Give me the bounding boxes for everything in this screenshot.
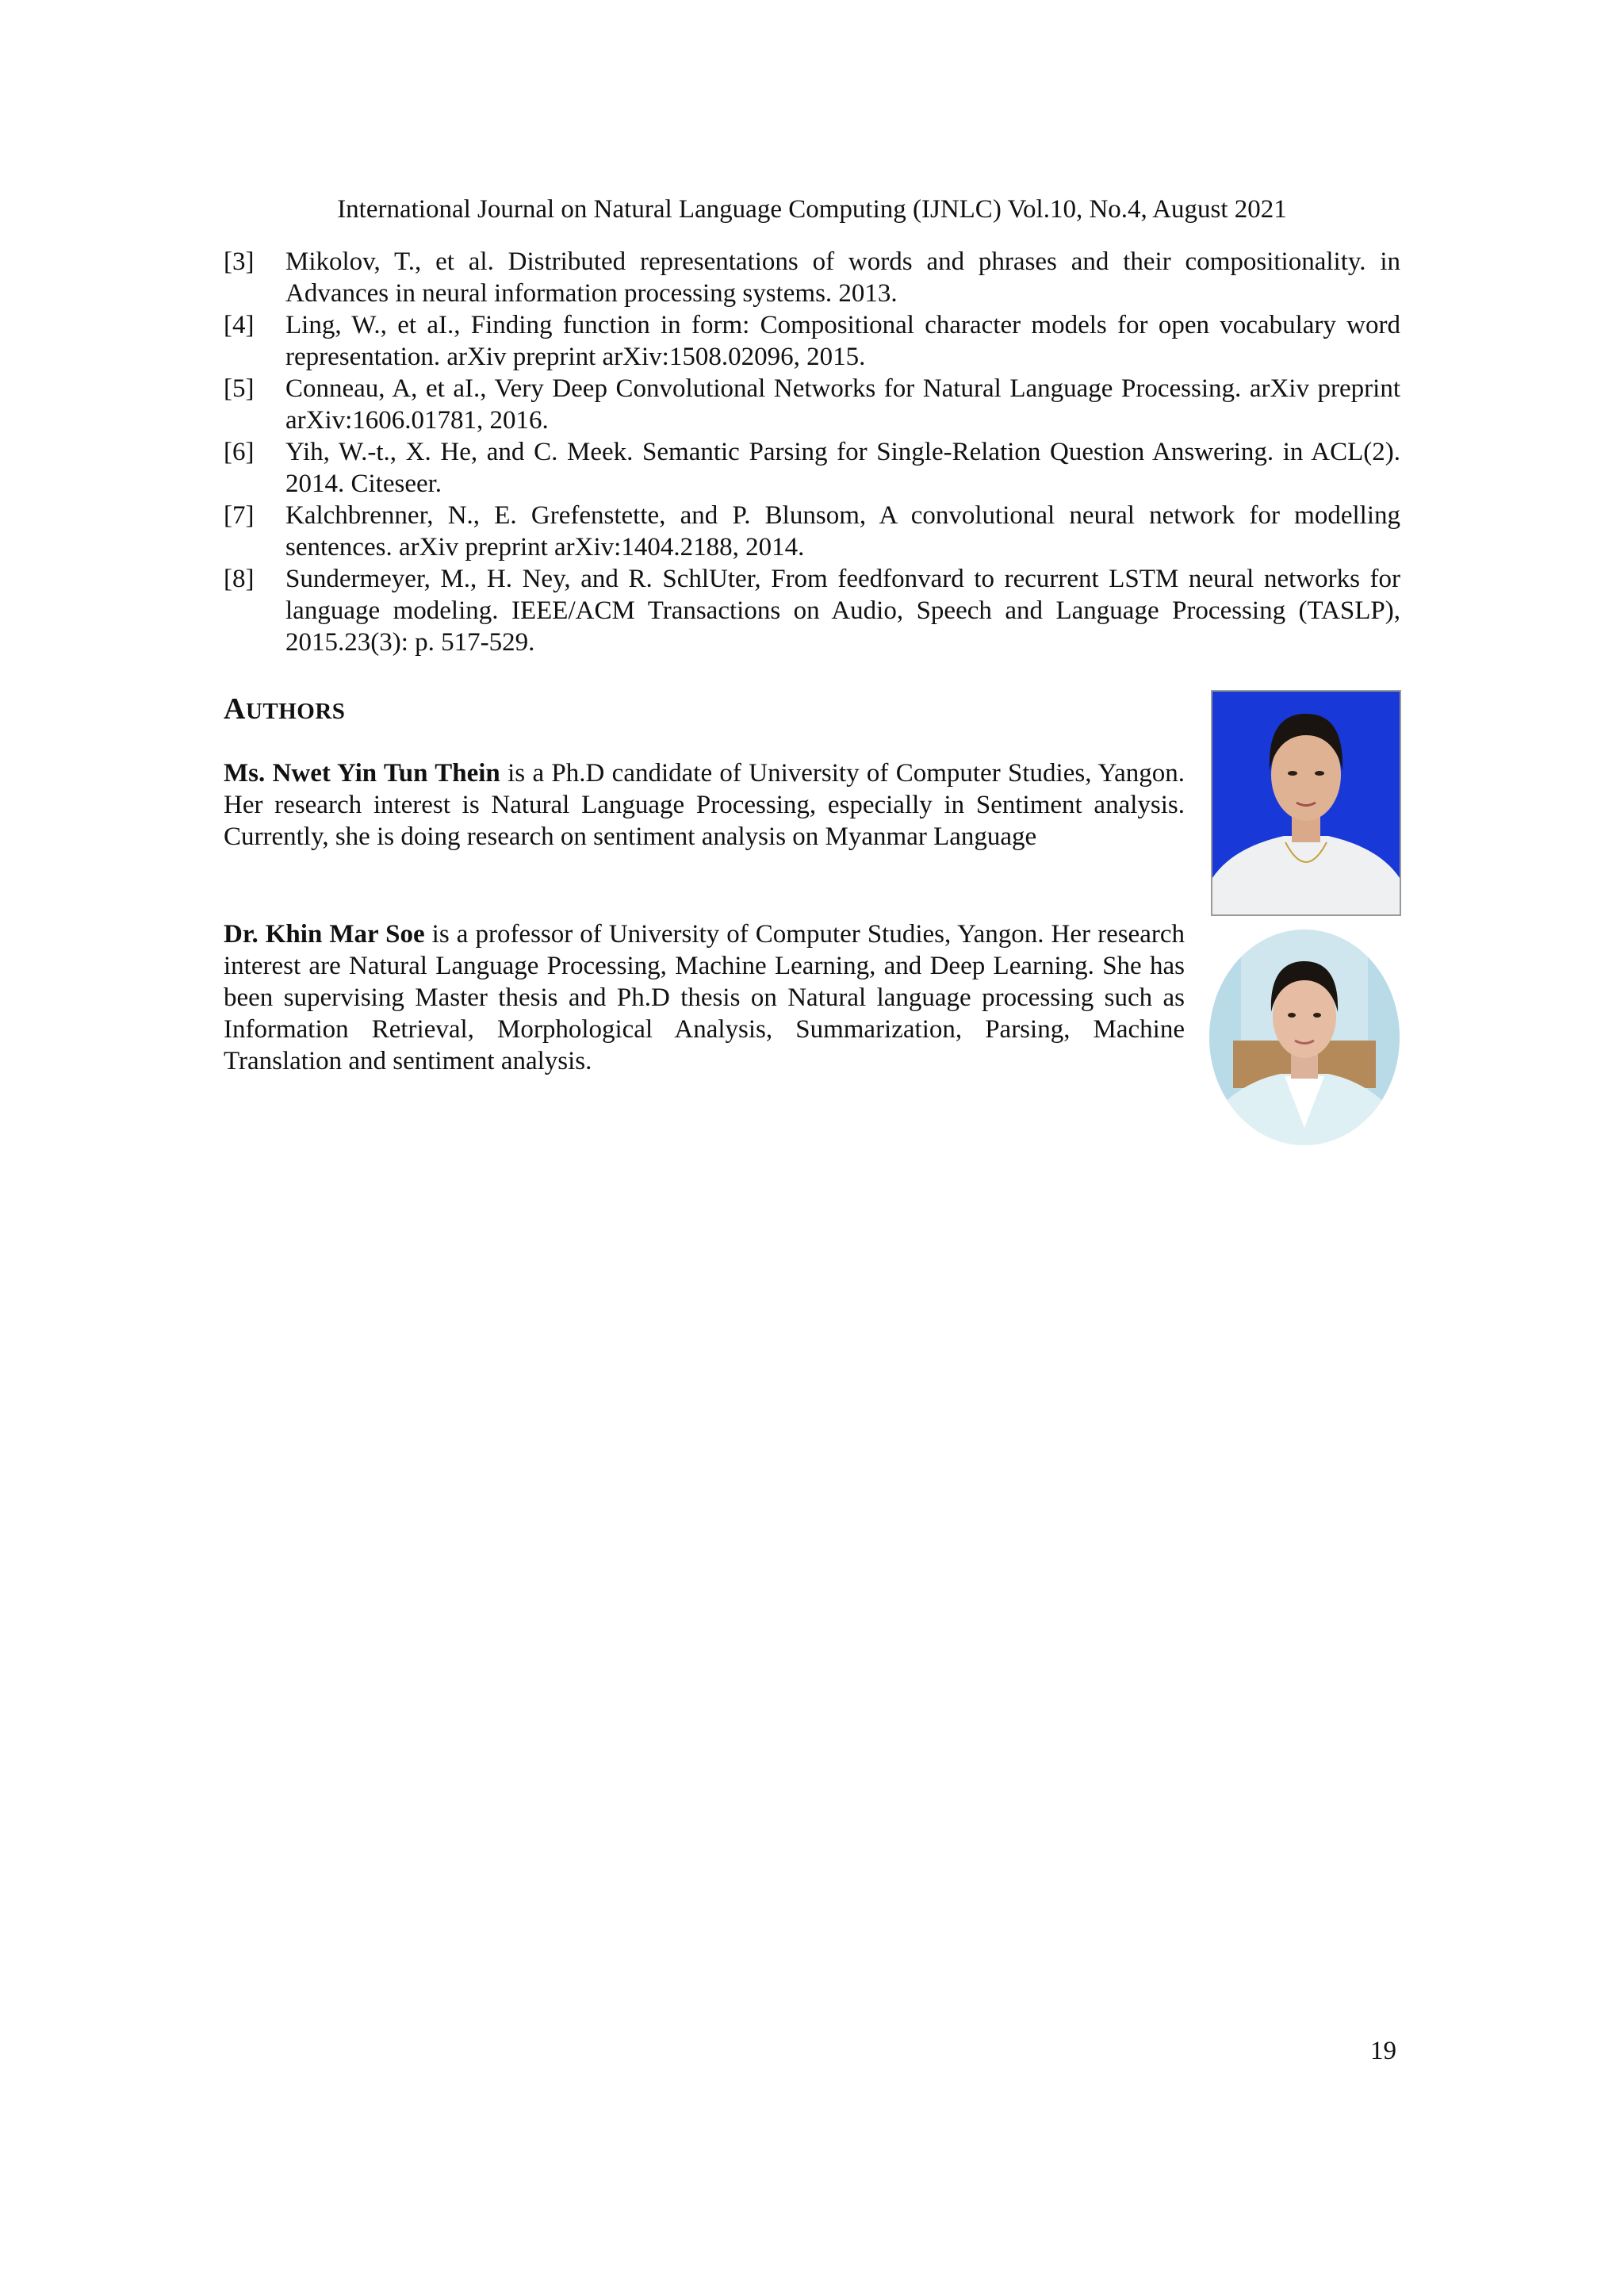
reference-item [224, 436, 1400, 500]
page-number: 19 [1370, 2037, 1396, 2065]
author-portrait-image [1212, 692, 1400, 914]
reference-number: [8] [224, 565, 255, 593]
reference-text: Ling, W., et aI., Finding function in form: Compositional character models for open vocabulary word representation. arXiv preprint arXiv:1508.02096, 2015. [285, 311, 1400, 371]
reference-list [224, 246, 1400, 658]
reference-item [224, 373, 1400, 436]
authors-heading-rest: UTHORS [245, 699, 346, 724]
reference-text: Conneau, A, et aI., Very Deep Convolutional Networks for Natural Language Processing. arXiv preprint arXiv:1606.01781, 2016. [285, 374, 1400, 435]
author-portrait-image [1209, 930, 1400, 1145]
reference-item [224, 563, 1400, 658]
authors-heading-initial: A [224, 692, 246, 726]
reference-text: Sundermeyer, M., H. Ney, and R. SchlUter, From feedfonvard to recurrent LSTM neural networks for language modeling. IEEE/ACM Transactions on Audio, Speech and Language Processing (TASLP), 2015.23(3): p. 517-529. [285, 565, 1400, 657]
reference-number: [5] [224, 374, 255, 403]
reference-item [224, 500, 1400, 563]
author-photo [1209, 930, 1400, 1145]
reference-text: Yih, W.-t., X. He, and C. Meek. Semantic Parsing for Single-Relation Question Answering. in ACL(2). 2014. Citeseer. [285, 438, 1400, 498]
reference-item [224, 309, 1400, 373]
reference-number: [4] [224, 311, 255, 339]
reference-text: Mikolov, T., et al. Distributed representations of words and phrases and their compositionality. in Advances in neural information processing systems. 2013. [285, 247, 1400, 308]
reference-number: [7] [224, 501, 255, 530]
author-bio-text: is a Ph.D candidate of University of Computer Studies, Yangon. Her research interest is Natural Language Processing, especially in Sentiment analysis. Currently, she is doing research on sentiment analysis on Myanmar Language [224, 759, 1185, 851]
reference-number: [6] [224, 438, 255, 466]
reference-number: [3] [224, 247, 255, 276]
author-photo [1211, 690, 1401, 916]
author-name: Ms. Nwet Yin Tun Thein [224, 759, 500, 788]
author-bio [224, 918, 1185, 1077]
journal-header: International Journal on Natural Language Computing (IJNLC) Vol.10, No.4, August 2021 [337, 195, 1287, 224]
reference-text: Kalchbrenner, N., E. Grefenstette, and P. Blunsom, A convolutional neural network for modelling sentences. arXiv preprint arXiv:1404.2188, 2014. [285, 501, 1400, 562]
author-bio-text: is a professor of University of Computer Studies, Yangon. Her research interest are Natural Language Processing, Machine Learning, and Deep Learning. She has been supervising Master thesis and Ph.D thesis on Natural language processing such as Information Retrieval, Morphological Analysis, Summarization, Parsing, Machine Translation and sentiment analysis. [224, 920, 1185, 1075]
author-bio [224, 757, 1185, 853]
author-name: Dr. Khin Mar Soe [224, 920, 425, 949]
reference-item [224, 246, 1400, 309]
authors-heading [224, 692, 345, 729]
